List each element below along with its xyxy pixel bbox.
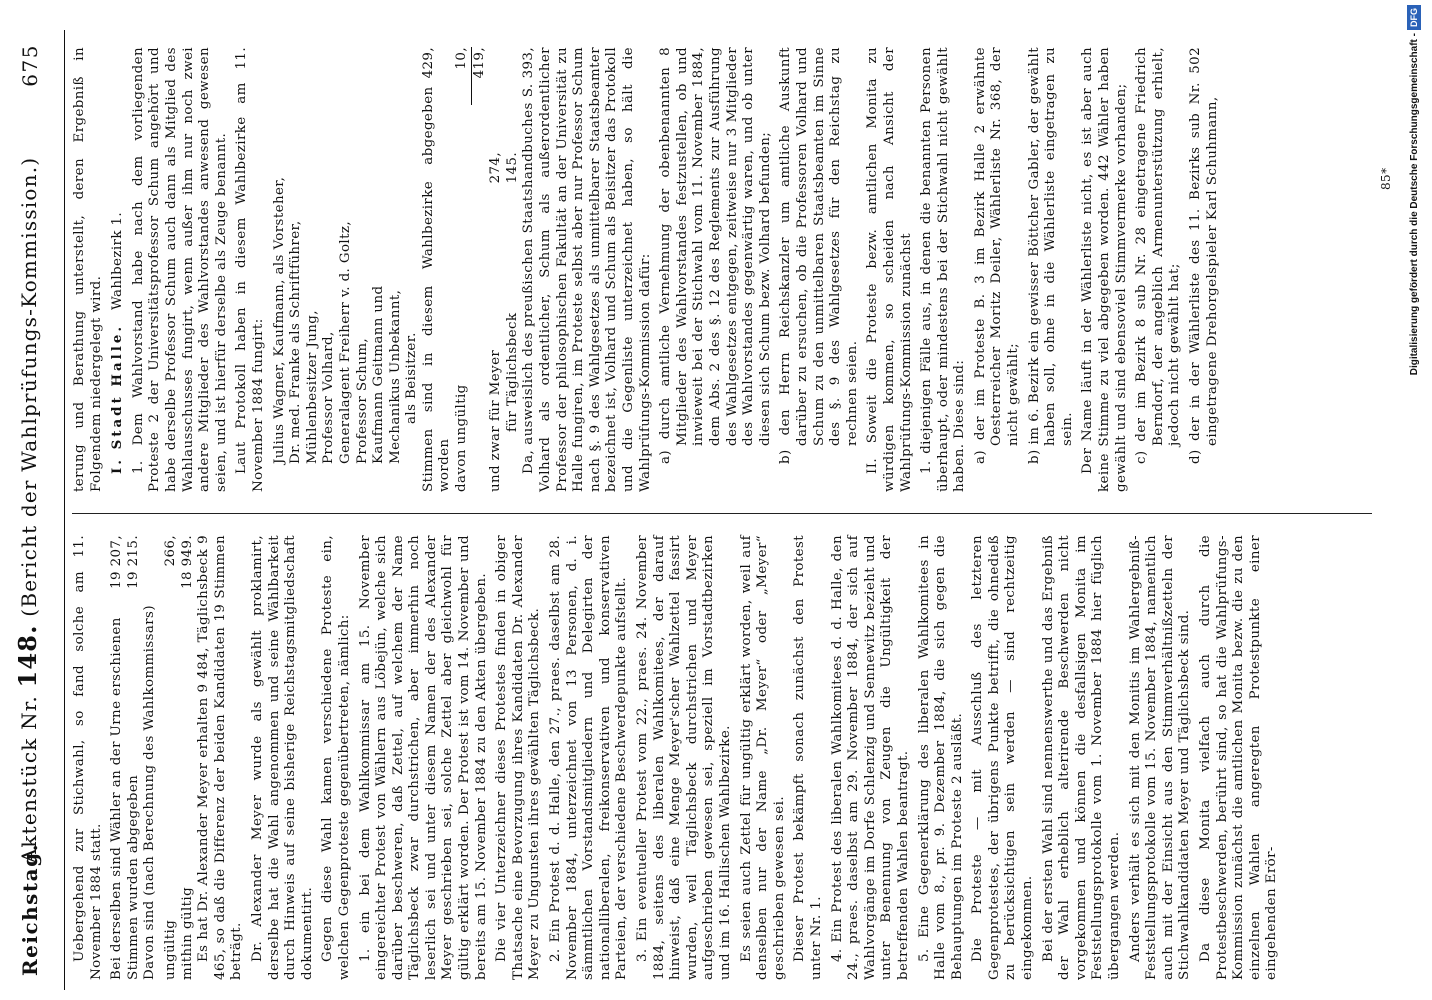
- page-number: 675: [18, 44, 42, 87]
- list-item: Mechanikus Unbekannt,: [387, 289, 403, 464]
- label: Stimmen wurden abgegeben: [125, 774, 141, 980]
- paragraph: Es seien auch Zettel für ungültig erklärt worden, weil auf denselben nur der Name „Dr. Meyer“ oder „Meyer“ geschrieben gewesen sei.: [738, 535, 787, 980]
- list-item: Mühlenbesitzer Jung,: [304, 310, 320, 464]
- list-item: Kaufmann Geitmann und: [371, 285, 387, 464]
- paragraph: a) der im Proteste B. 3 im Bezirk Halle 2 erwähnte Oesterreicher Moritz Deiler, Wählerliste Nr. 368, der nicht gewählt;: [972, 47, 1022, 464]
- value: 19 215.: [125, 535, 141, 589]
- label: ungültig: [162, 919, 178, 980]
- paragraph: Da diese Monita vielfach auch durch die Protestbeschwerden, berührt sind, so hat die Wahlprüfungs-Kommission zunächst die amtlichen Monita bezw. die zu den einzelnen Wahlen angeregten Protestpunkte einer eingehenden Erör-: [1198, 535, 1280, 980]
- paragraph: b) im 6. Bezirk ein gewisser Böttcher Gabler, der gewählt haben soll, ohne in die Wählerliste eingetragen zu sein.: [1026, 47, 1075, 464]
- row-meyer: [488, 152, 505, 492]
- right-column: [72, 47, 1392, 492]
- list-item: Generalagent Freiherr v. d. Goltz,: [337, 221, 353, 464]
- paragraph: Bei der ersten Wahl sind nennenswerthe und das Ergebniß der Wahl erheblich alterirende Beschwerden nicht vorgekommen und können die desfallsigen Monita im Feststellungsprotokolle vom 1. November 1884 hier füglich übergangen werden.: [1040, 535, 1123, 980]
- paragraph: Laut Protokoll haben in diesem Wahlbezirke am 11. November 1884 fungirt:: [234, 47, 266, 492]
- section-heading: [109, 47, 127, 492]
- paragraph: Dr. Alexander Meyer wurde als gewählt proklamirt, derselbe hat die Wahl angenommen und seine Wählbarkeit durch Hinweis auf seine bisherige Reichstagsmitgliedschaft dokumentirt.: [249, 535, 315, 980]
- value: 419,: [471, 47, 489, 105]
- paragraph: c) der im Bezirk 8 sub Nr. 28 eingetragene Friedrich Berndorf, der angeblich Armenunterstützung erhielt, jedoch nicht gewählt hat;: [1134, 47, 1183, 464]
- digitization-note: [1404, 5, 1428, 995]
- label: davon ungültig: [454, 384, 470, 492]
- member-list: [272, 47, 421, 492]
- paragraph: II. Soweit die Proteste bezw. amtlichen Monita zu würdigen kommen, so scheiden nach Ansicht der Wahlprüfungs-Kommission zunächst: [865, 47, 914, 492]
- paragraph: d) der in der Wählerliste des 11. Bezirks sub Nr. 502 eingetragene Drehorgelspieler Karl Schuhmann,: [1188, 47, 1220, 464]
- paragraph: terung und Berathung unterstellt, deren Ergebniß in Folgendem niedergelegt wird.: [72, 47, 104, 492]
- label: mithin gültig: [179, 886, 195, 980]
- paragraph: Davon sind (nach Berechnung des Wahlkommissars): [142, 605, 158, 980]
- value: 19 207,: [109, 535, 125, 589]
- column-divider: [72, 513, 1372, 514]
- dfg-logo: DFG: [1407, 5, 1421, 30]
- paragraph: a) durch amtliche Vernehmung der obenbenannten 8 Mitglieder des Wahlvorstandes festzustellen, ob und inwieweit bei der Stichwahl vom 11. November 1884, dem Abs. 2 des §. 12 des Reglements zur Ausführung des Wahlgesetzes entgegen, zeitweise nur 3 Mitglieder des Wahlvorstandes gegenwärtig waren, und ob unter diesen sich Schum bezw. Volhard befunden;: [658, 47, 773, 464]
- list-item: Julius Wagner, Kaufmann, als Vorsteher,: [271, 176, 287, 464]
- value: 18 949.: [179, 535, 195, 589]
- value: 10,: [454, 47, 470, 70]
- digitization-text: [1404, 5, 1426, 990]
- paragraph: Anders verhält es sich mit den Monitis im Wahlergebniß-Feststellungsprotokolle vom 15. November 1884, namentlich auch mit der Einsicht aus den Stimmverhältnißzetteln der Stichwahlkandidaten Meyer und Täglichsbeck sind.: [1127, 535, 1193, 980]
- row-invalid: [454, 47, 471, 492]
- paragraph: 1. ein bei dem Wahlkommissar am 15. November eingereichter Protest von Wählern aus Löbejün, welche sich darüber beschweren, daß Zettel, auf welchem der Name Täglichsbeck zwar durchstrichen, aber immerhin noch leserlich sei und unter diesem Namen der des Alexander Meyer geschrieben sei, solche Zettel aber gleichwohl für gültig erklärt worden. Der Protest ist vom 14. November und bereits am 15. November 1884 zu den Akten übergeben.: [357, 535, 489, 980]
- paragraph: 3. Ein eventueller Protest vom 22., praes. 24. November 1884, seitens des liberalen Wahlkomitees, der darauf hinweist, daß eine Menge Meyer'scher Wahlzettel fassirt wurden, weil Täglichsbeck durchstrichen und Meyer aufgeschrieben gewesen sei, speziell im Vorstadtbezirken und im 16. Hallischen Wahlbezirke.: [635, 535, 733, 980]
- value: 145.: [504, 152, 520, 184]
- paragraph: Da, ausweislich des preußischen Staatshandbuches S. 393, Volhard als ordentlicher, Schum als außerordentlicher Professor der philosophischen Fakultät an der Universität zu Halle fungiren, im Proteste selbst aber nur Professor Schum nach §. 9 des Wahlgesetzes als unmittelbarer Staatsbeamter bezeichnet ist, Volhard und Schum als Beisitzer das Protokoll und die Gegenliste unterzeichnet haben, so hält die Wahlprüfungs-Kommission dafür:: [521, 47, 653, 492]
- header-suffix: (Bericht der Wahlprüfungs-Kommission.): [17, 156, 41, 617]
- paragraph: Es hat Dr. Alexander Meyer erhalten 9 484, Täglichsbeck 9 465, so daß die Differenz der beiden Kandidaten 19 Stimmen beträgt.: [196, 535, 245, 980]
- header-left: Reichstag.: [18, 842, 42, 976]
- label: Stimmen sind in diesem Wahlbezirke abgegeben worden: [420, 86, 453, 492]
- signature-mark: 85*: [1379, 167, 1393, 190]
- value: 266,: [162, 535, 178, 567]
- row-valid: [180, 535, 197, 980]
- row-taeglichsbeck: [505, 152, 522, 492]
- paragraph: Gegen diese Wahl kamen verschiedene Proteste ein, welchen Gegenproteste gegenübertreten, nämlich:: [320, 535, 352, 980]
- page-header: [8, 30, 65, 990]
- paragraph: Die vier Unterzeichner dieses Protestes finden in obiger Thatsache eine Bevorzugung ihres Kandidaten Dr. Alexander Meyer zu Ungunsten ihres gewählten Täglichsbeck.: [494, 535, 543, 980]
- list-item: Dr. med. Franke als Schriftführer,: [288, 220, 304, 464]
- city-heading: I. Stadt Halle.: [109, 323, 126, 474]
- row-total: [471, 47, 489, 492]
- district-heading: Wahlbezirk 1.: [110, 211, 126, 310]
- rotated-page: [8, 30, 1408, 990]
- row-invalid: [163, 535, 180, 980]
- list-item: als Beisitzer.: [404, 332, 420, 424]
- funding-text: Digitalisierung gefördert durch die Deutsche Forschungsgemeinschaft -: [1409, 33, 1420, 376]
- row-votes-given: [126, 535, 143, 980]
- left-column: [72, 535, 1392, 980]
- paragraph: 1. Dem Wahlvorstand habe nach dem vorliegenden Proteste 2 der Universitätsprofessor Schum angehört und habe derselbe Professor Schum auch dann als Mitglied des Wahlausschusses fungirt, wenn außer ihm nur noch zwei andere Mitglieder des Wahlvorstandes anwesend gewesen seien, und ist hierfür derselbe als Zeuge benannt.: [130, 47, 229, 492]
- paragraph: Dieser Protest bekämpft sonach zunächst den Protest unter Nr. 1.: [792, 535, 824, 980]
- label: und zwar für Meyer: [488, 349, 504, 492]
- paragraph: Der Name läuft in der Wählerliste nicht, es ist aber auch keine Stimme zu viel abgegeben worden. 442 Wähler haben gewählt und sind ebensoviel Stimmvermerke vorhanden;: [1080, 47, 1129, 492]
- paragraph: 2. Ein Protest d. d. Halle, den 27., praes. daselbst am 28. November 1884, unterzeichnet von 13 Personen, d. i. sämmtlichen Vorstandsmitgliedern und Delegirten der nationalliberalen, freikonservativen und konservativen Parteien, der verschiedene Beschwerdepunkte aufstellt.: [548, 535, 630, 980]
- list-item: Professor Schum,: [354, 337, 370, 464]
- header-number: 148.: [13, 624, 42, 688]
- value: 429,: [420, 47, 436, 79]
- paragraph: b) den Herrn Reichskanzler um amtliche Auskunft darüber zu ersuchen, ob die Professoren Volhard und Schum zu den unmittelbaren Staatsbeamten im Sinne des §. 9 des Wahlgesetzes für den Reichstag zu rechnen seien.: [778, 47, 860, 464]
- value: 274,: [488, 152, 504, 184]
- label: Bei derselben sind Wähler an der Urne erschienen: [109, 617, 125, 980]
- header-center: [13, 30, 42, 990]
- row-stimmen: [421, 47, 454, 492]
- paragraph: Uebergehend zur Stichwahl, so fand solche am 11. November 1884 statt.: [72, 535, 104, 980]
- paragraph: Die Proteste — mit Ausschluß des letzteren Gegenprotestes, der übrigens Punkte betrifft, die ohnedieß zu berücksichtigen sein werden — sind rechtzeitig eingekommen.: [970, 535, 1036, 980]
- paragraph: 1. diejenigen Fälle aus, in denen die benannten Personen überhaupt, oder mindestens bei der Stichwahl nicht gewählt haben. Diese sind:: [919, 47, 968, 492]
- label: für Täglichsbeck: [504, 312, 520, 432]
- paragraph: 4. Ein Protest des liberalen Wahlkomitees d. d. Halle, den 24., praes. daselbst am 29. November 1884, der sich auf Wahlvorgänge im Dorfe Schlenzig und Sennewitz bezieht und unter Benennung von Zeugen die Ungültigkeit der betreffenden Wahlen beantragt.: [829, 535, 911, 980]
- list-item: Professor Volhard,: [321, 331, 337, 464]
- row-votes-cast: [109, 535, 126, 980]
- paragraph: 5. Eine Gegenerklärung des liberalen Wahlkomitees in Halle vom 8., pr. 9. Dezember 1884, die sich gegen die Behauptungen im Proteste 2 ausläßt.: [916, 535, 965, 980]
- header-prefix: Aktenstück Nr.: [17, 695, 41, 864]
